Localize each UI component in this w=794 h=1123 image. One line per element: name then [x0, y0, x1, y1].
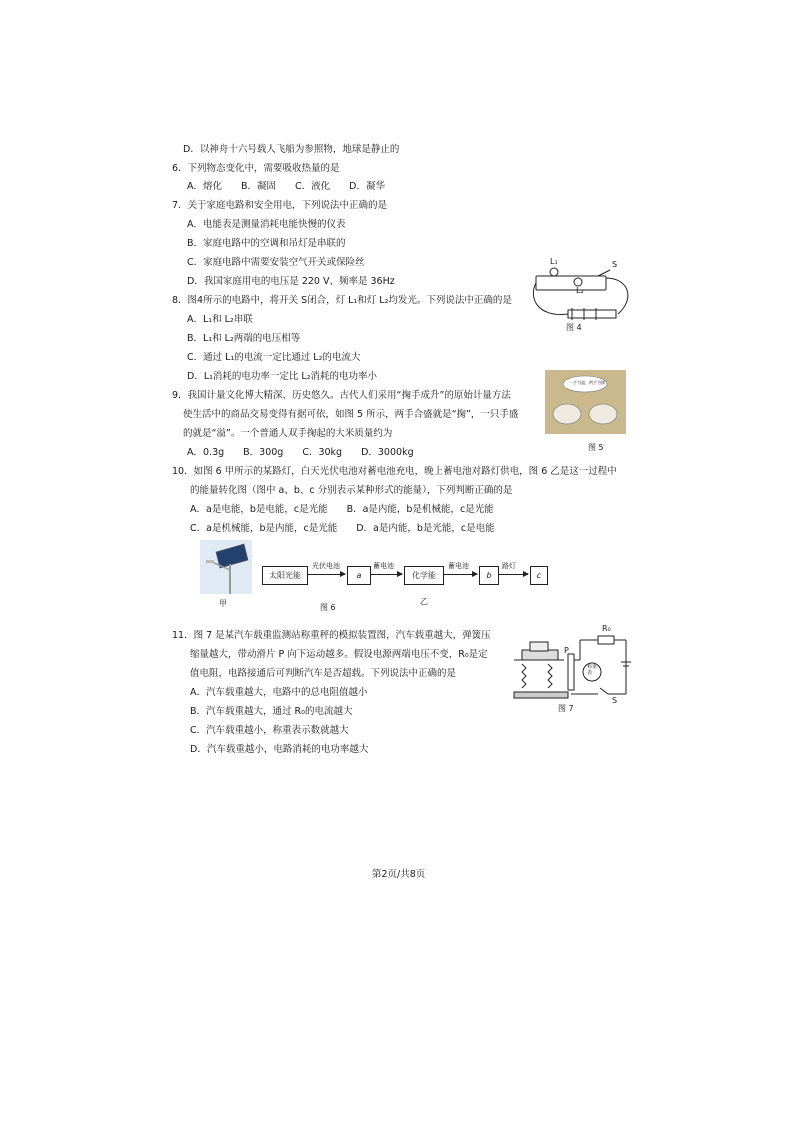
label-l2: L₂	[576, 286, 584, 295]
q8-option-b: B．L₁和 L₂两端的电压相等	[187, 333, 301, 344]
label-l1: L₁	[550, 257, 558, 266]
page-footer: 第2页/共8页	[372, 869, 426, 880]
q8-option-d: D．L₁消耗的电功率一定比 L₂消耗的电功率小	[187, 371, 378, 382]
q9-options: A．0.3g B．300g C．30kg D．3000kg	[187, 447, 414, 458]
q9-line-1: 9．我国计量文化博大精深、历史悠久。古代人们采用“掬手成升”的原始计量方法	[172, 390, 511, 401]
q10-options-cd: C．a是机械能，b是内能，c是光能 D．a是内能，b是光能，c是电能	[190, 523, 495, 534]
flow-arrow-2-label: 蓄电池	[373, 562, 394, 570]
flow-box-chemical-energy: 化学能	[404, 566, 444, 585]
q10-options-ab: A．a是电能，b是电能，c是光能 B．a是内能，b是机械能，c是光能	[190, 504, 494, 515]
figure-4-circuit	[528, 258, 638, 330]
q11-option-a: A．汽车载重越大，电路中的总电阻值越小	[190, 687, 368, 698]
q8-stem: 8．图4所示的电路中，将开关 S闭合，灯 L₁和灯 L₂均发光。下列说法中正确的是	[172, 295, 512, 306]
q7-option-a: A．电能表是测量消耗电能快慢的仪表	[187, 219, 346, 230]
q5-option-d: D．以神舟十六号载人飞船为参照物，地球是静止的	[183, 144, 400, 155]
figure-7-caption: 图 7	[558, 704, 574, 713]
label-yi: 乙	[420, 597, 428, 606]
figure-5-hands-image	[545, 370, 626, 434]
q6-stem: 6．下列物态变化中，需要吸收热量的是	[172, 163, 340, 174]
q11-line-3: 值电阻，电路接通后可判断汽车是否超载。下列说法中正确的是	[190, 668, 457, 679]
q8-option-c: C．通过 L₁的电流一定比通过 L₂的电流大	[187, 352, 361, 363]
q7-option-c: C．家庭电路中需要安装空气开关或保险丝	[187, 257, 365, 268]
flow-arrow-4-label: 路灯	[502, 562, 516, 570]
flow-arrow-2	[370, 574, 402, 575]
q8-option-a: A．L₁和 L₂串联	[187, 314, 253, 325]
q7-stem: 7．关于家庭电路和安全用电，下列说法中正确的是	[172, 200, 388, 211]
flow-arrow-3-label: 蓄电池	[448, 562, 469, 570]
figure-6-streetlight-image	[200, 540, 252, 594]
q11-line-1: 11．图 7 是某汽车载重监测站称重秤的模拟装置图，汽车载重越大，弹簧压	[172, 630, 491, 641]
figure-7-weighing-circuit	[508, 624, 633, 706]
q10-line-2: 的能量转化图（图中 a、b、c 分别表示某种形式的能量），下列判断正确的是	[190, 485, 513, 496]
flow-box-c: c	[530, 566, 548, 585]
label-s: S	[612, 260, 618, 269]
label-r0: R₀	[602, 624, 611, 633]
q11-option-c: C．汽车载重越小，称重表示数就越大	[190, 725, 349, 736]
q6-options: A．熔化 B．凝固 C．液化 D．凝华	[187, 181, 385, 192]
figure-6-caption: 图 6	[320, 603, 336, 612]
flow-arrow-1	[307, 574, 345, 575]
flow-box-solar-energy: 太阳光能	[262, 566, 308, 585]
q11-line-2: 缩量越大，带动滑片 P 向下运动越多。假设电源两端电压不变，R₀是定	[190, 649, 488, 660]
figure-4-caption: 图 4	[566, 323, 582, 332]
label-p: P	[564, 646, 569, 655]
q9-line-3: 的就是“溢”。一个普通人双手掬起的大米质量约为	[183, 428, 393, 439]
q9-line-2: 使生活中的商品交易变得有据可依，如图 5 所示，两手合盛就是“掬”，一只手盛	[183, 409, 519, 420]
label-s-fig7: S	[612, 696, 618, 705]
figure-5-caption: 图 5	[588, 443, 604, 452]
q7-option-d: D．我国家庭用电的电压是 220 V、频率是 36Hz	[187, 276, 395, 287]
flow-box-a: a	[347, 566, 371, 585]
q10-line-1: 10．如图 6 甲所示的某路灯，白天光伏电池对蓄电池充电，晚上蓄电池对路灯供电，图 6 乙是这一过程中	[172, 466, 617, 477]
q11-option-b: B．汽车载重越大，通过 R₀的电流越大	[190, 706, 353, 717]
flow-box-b: b	[479, 566, 499, 585]
figure-5-bubble: 一手为溢，两手为掬	[569, 380, 605, 385]
flow-arrow-1-label: 光伏电池	[312, 562, 340, 570]
flow-arrow-3	[443, 574, 477, 575]
q11-option-d: D．汽车载重越小，电路消耗的电功率越大	[190, 744, 369, 755]
q7-option-b: B．家庭电路中的空调和吊灯是串联的	[187, 238, 346, 249]
flow-arrow-4	[498, 574, 528, 575]
label-meter: 称重表	[587, 664, 598, 676]
label-jia: 甲	[219, 599, 227, 608]
